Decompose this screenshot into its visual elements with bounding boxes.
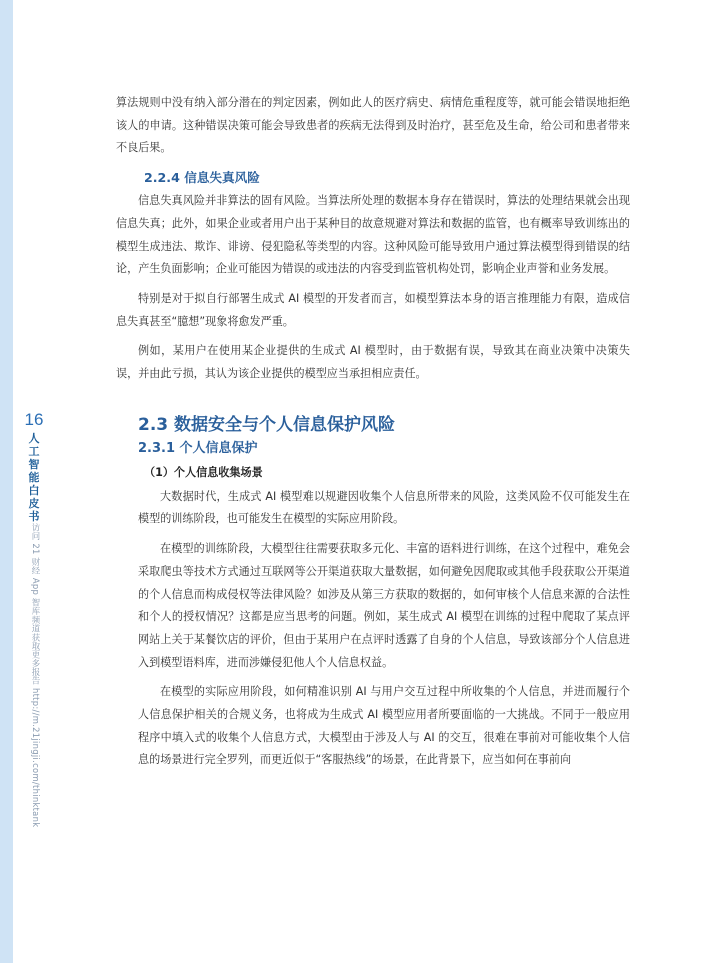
side-title-char: 能: [28, 471, 40, 484]
side-strip: [0, 0, 13, 963]
page-number: 16: [24, 410, 44, 429]
side-title-char: 皮: [28, 497, 40, 510]
side-title-char: 白: [28, 484, 40, 497]
paragraph: 在模型的训练阶段，大模型往往需要获取多元化、丰富的语料进行训练，在这个过程中，难免会采取爬虫等技术方式通过互联网等公开渠道获取大量数据，如何避免因爬取或其他手段获取公开渠道的个人信息而构成侵权等法律风险？如涉及从第三方获取的数据的，如何审核个人信息来源的合法性和个人的授权情况？这都是应当思考的问题。例如，某生成式 AI 模型在训练的过程中爬取了某点评网站上关于某餐饮店的评价，但由于某用户在点评时透露了自身的个人信息，导致该部分个人信息进入到模型语料库，进而涉嫌侵犯他人个人信息权益。: [138, 542, 630, 669]
side-title: [20, 432, 48, 523]
main-content: [116, 92, 630, 779]
section-heading-2-2-4: 2.2.4 信息失真风险: [144, 170, 260, 186]
section-heading-2-3-1: 2.3.1 个人信息保护: [138, 440, 258, 456]
side-title-char: 工: [28, 445, 40, 458]
side-vertical-note: 访问 21 财经 App 智库频道获取更多报告 http://m.21jingji.com/thinktank: [31, 523, 41, 828]
paragraph: 在模型的实际应用阶段，如何精准识别 AI 与用户交互过程中所收集的个人信息，并进而履行个人信息保护相关的合规义务，也将成为生成式 AI 模型应用者所要面临的一大挑战。不同于一般应用程序中填入式的收集个人信息方式，大模型由于涉及人与 AI 的交互，很难在事前对可能收集个人信息的场景进行完全罗列，而更近似于“客服热线”的场景，在此背景下，应当如何在事前向: [138, 685, 630, 767]
side-title-char: 智: [28, 458, 40, 471]
paragraph: 算法规则中没有纳入部分潜在的判定因素，例如此人的医疗病史、病情危重程度等，就可能会错误地拒绝该人的申请。这种错误决策可能会导致患者的疾病无法得到及时治疗，甚至危及生命，给公司和患者带来不良后果。: [116, 96, 630, 155]
paragraph: 大数据时代，生成式 AI 模型难以规避因收集个人信息所带来的风险，这类风险不仅可能发生在模型的训练阶段，也可能发生在模型的实际应用阶段。: [138, 489, 630, 526]
subsection-heading: （1）个人信息收集场景: [144, 465, 263, 479]
paragraph: 例如，某用户在使用某企业提供的生成式 AI 模型时，由于数据有误，导致其在商业决策中决策失误，并由此亏损，其认为该企业提供的模型应当承担相应责任。: [116, 344, 630, 381]
section-heading-2-3: 2.3 数据安全与个人信息保护风险: [138, 414, 396, 435]
paragraph: 信息失真风险并非算法的固有风险。当算法所处理的数据本身存在错误时，算法的处理结果就会出现信息失真；此外，如果企业或者用户出于某种目的故意规避对算法和数据的监管，也有概率导致训练出的模型生成违法、欺诈、诽谤、侵犯隐私等类型的内容。这种风险可能导致用户通过算法模型得到错误的结论，产生负面影响；企业可能因为错误的或违法的内容受到监管机构处罚，影响企业声誉和业务发展。: [116, 194, 630, 276]
paragraph: 特别是对于拟自行部署生成式 AI 模型的开发者而言，如模型算法本身的语言推理能力有限，造成信息失真甚至“臆想”现象将愈发严重。: [116, 291, 630, 328]
side-title-char: 书: [28, 510, 40, 523]
side-title-char: 人: [28, 432, 40, 445]
